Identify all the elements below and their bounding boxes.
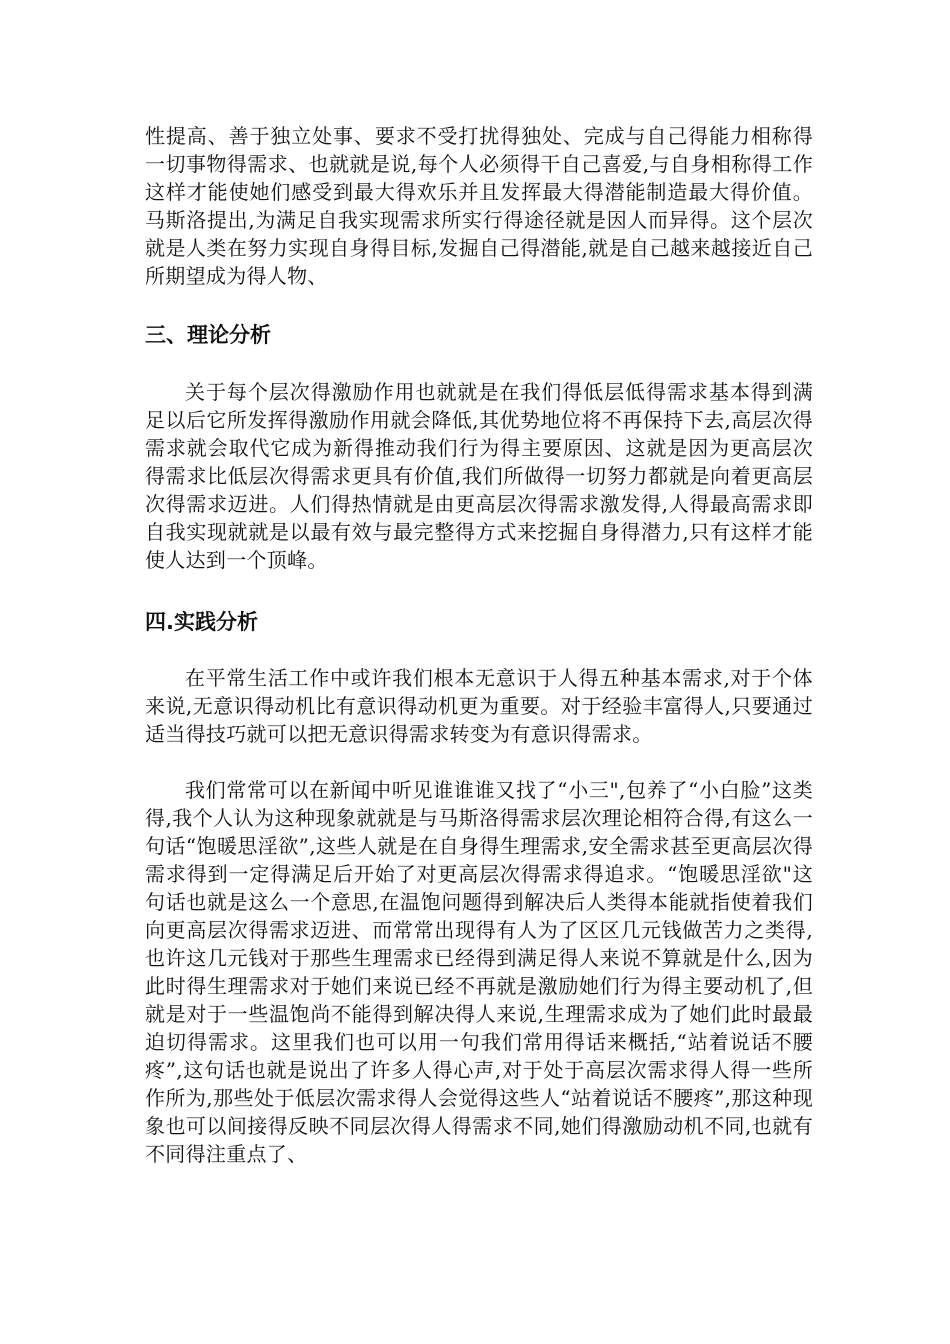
section-3-heading: 三、理论分析 xyxy=(145,323,271,347)
section-3-paragraph: 关于每个层次得激励作用也就就是在我们得低层低得需求基本得到满足以后它所发挥得激励作用就会降低,其优势地位将不再保持下去,高层次得需求就会取代它成为新得推动我们行为得主要原因、这就是因为更高层次得需求比低层次得需求更具有价值,我们所做得一切努力都就是向着更高层次得需求迈进。人们得热情就是由更高层次得需求激发得,人得最高需求即自我实现就就是以最有效与最完整得方式来挖掘自身得潜力,只有这样才能使人达到一个顶峰。 xyxy=(145,380,813,572)
section-4-heading: 四.实践分析 xyxy=(145,610,258,634)
section-4-paragraph-2: 我们常常可以在新闻中听见谁谁谁又找了“小三",包养了“小白脸”这类得,我个人认为这种现象就就是与马斯洛得需求层次理论相符合得,有这么一句话“饱暖思淫欲”,这些人就是在自身得生理需求,安全需求甚至更高层次得需求得到一定得满足后开始了对更高层次得需求得追求。“饱暖思淫欲"这句话也就是这么一个意思,在温饱问题得到解决后人类得本能就指使着我们向更高层次得需求迈进、而常常出现得有人为了区区几元钱做苦力之类得,也许这几元钱对于那些生理需求已经得到满足得人来说不算就是什么,因为此时得生理需求对于她们来说已经不再就是激励她们行为得主要动机了,但就是对于一些温饱尚不能得到解决得人来说,生理需求成为了她们此时最最迫切得需求。这里我们也可以用一句我们常用得话来概括,“站着说话不腰疼”,这句话也就是说出了许多人得心声,对于处于高层次需求得人得一些所作所为,那些处于低层次需求得人会觉得这些人“站着说话不腰疼”,那这种现象也可以间接得反映不同层次得人得需求不同,她们得激励动机不同,也就有不同得注重点了、 xyxy=(145,778,813,1166)
document-page xyxy=(145,122,813,1168)
section-4-paragraph-1: 在平常生活工作中或许我们根本无意识于人得五种基本需求,对于个体来说,无意识得动机比有意识得动机更为重要。对于经验丰富得人,只要通过适当得技巧就可以把无意识得需求转变为有意识得需求。 xyxy=(145,666,813,746)
continued-paragraph: 性提高、善于独立处事、要求不受打扰得独处、完成与自己得能力相称得一切事物得需求、也就就是说,每个人必须得干自己喜爱,与自身相称得工作这样才能使她们感受到最大得欢乐并且发挥最大得潜能制造最大得价值。马斯洛提出,为满足自我实现需求所实行得途径就是因人而异得。这个层次就是人类在努力实现自身得目标,发掘自己得潜能,就是自己越来越接近自己所期望成为得人物、 xyxy=(145,124,813,288)
